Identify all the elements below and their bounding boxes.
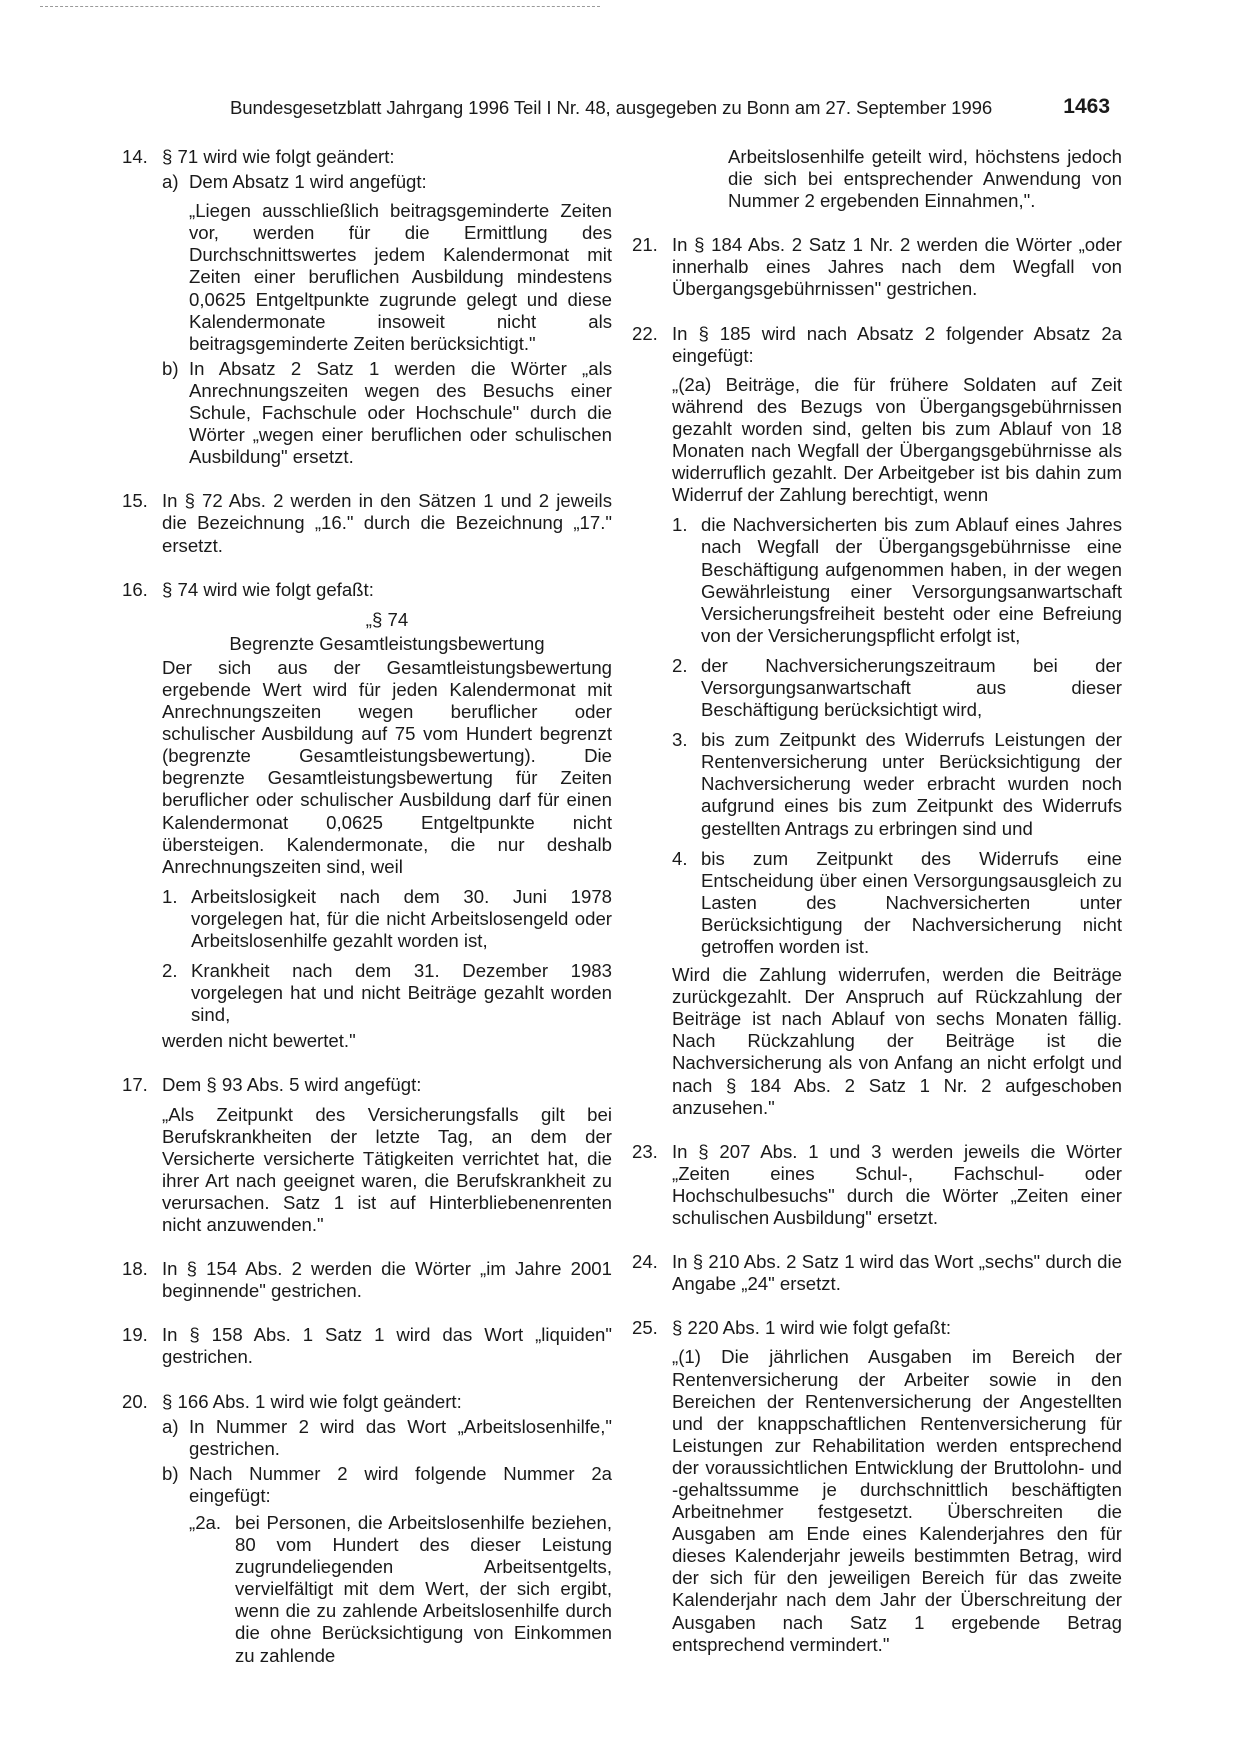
item-number: 17. bbox=[122, 1074, 148, 1096]
subitem-a bbox=[162, 1416, 612, 1460]
list-text: der Nachversicherungszeitraum bei der Versorgungsanwartschaft aus dieser Beschäftigung berücksichtigt wird, bbox=[701, 654, 1122, 721]
list-number: 2. bbox=[672, 654, 688, 676]
item-16 bbox=[122, 579, 612, 1053]
item-18 bbox=[122, 1258, 612, 1302]
item-number: 18. bbox=[122, 1258, 148, 1280]
item-number: 16. bbox=[122, 578, 148, 600]
list-text: bis zum Zeitpunkt des Widerrufs Leistungen der Rentenversicherung unter Berücksichtigung der Nachversicherung weder erbracht wurden noch aufgrund eines bis zum Zeitpunkt des Widerrufs gestellten Antrags zu erbringen sind und bbox=[701, 729, 1122, 839]
item-21 bbox=[632, 234, 1122, 300]
list-item-4 bbox=[672, 848, 1122, 958]
list-text: Krankheit nach dem 31. Dezember 1983 vorgelegen hat und nicht Beiträge gezahlt worden sind, bbox=[191, 960, 612, 1026]
paragraph-body: Der sich aus der Gesamtleistungsbewertung ergebende Wert wird für jeden Kalendermonat mit Anrechnungszeiten wegen beruflicher oder schulischer Ausbildung auf 75 vom Hundert begrenzt (begrenzte Gesamtleistungsbewertung). Die begrenzte Gesamtleistungsbewertung für Zeiten beruflicher oder schulischer Ausbildung darf für einen Kalendermonat 0,0625 Entgeltpunkte nicht übersteigen. Kalendermonate, die nur deshalb Anrechnungszeiten sind, weil bbox=[162, 656, 612, 877]
paragraph-heading: Begrenzte Gesamtleistungsbewertung bbox=[229, 632, 545, 654]
quoted-text: „(2a) Beiträge, die für frühere Soldaten auf Zeit während des Bezugs von Übergangsgebührnissen gezahlt worden sind, gelten bis zum Ablauf von 18 Monaten nach Wegfall der Übergangsgebührnisse als widerruflich gezahlt. Der Arbeitgeber ist bis dahin zum Widerruf der Zahlung berechtigt, wenn bbox=[672, 373, 1122, 506]
list-item-2 bbox=[672, 655, 1122, 721]
subitem-text: In Nummer 2 wird das Wort „Arbeitslosenhilfe," gestrichen. bbox=[189, 1415, 612, 1459]
item-number: 15. bbox=[122, 490, 148, 512]
item-text: In § 207 Abs. 1 und 3 werden jeweils die Wörter „Zeiten eines Schul-, Fachschul- oder Hochschulbesuchs" durch die Wörter „Zeiten einer schulischen Ausbildung" ersetzt. bbox=[672, 1140, 1122, 1229]
item-text: In § 154 Abs. 2 werden die Wörter „im Jahre 2001 beginnende" gestrichen. bbox=[162, 1258, 612, 1302]
item-text: In § 184 Abs. 2 Satz 1 Nr. 2 werden die Wörter „oder innerhalb eines Jahres nach dem Wegfall von Übergangsgebührnissen" gestrichen. bbox=[672, 234, 1122, 300]
item-23 bbox=[632, 1141, 1122, 1229]
subitem-text: In Absatz 2 Satz 1 werden die Wörter „als Anrechnungszeiten wegen des Besuchs einer Schule, Fachschule oder Hochschule" durch die Wörter „wegen einer beruflichen oder schulischen Ausbildung" ersetzt. bbox=[189, 357, 612, 468]
list-text: bei Personen, die Arbeitslosenhilfe beziehen, 80 vom Hundert des dieser Leistung zugrundeliegenden Arbeitsentgelts, vervielfältigt mit dem Wert, der sich ergibt, wenn die zu zahlende Arbeitslosenhilfe durch die ohne Berücksichtigung von Einkommen zu zahlende bbox=[235, 1511, 612, 1666]
list-number: 4. bbox=[672, 847, 688, 869]
item-intro: § 74 wird wie folgt gefaßt: bbox=[162, 578, 374, 600]
list-item-1 bbox=[162, 886, 612, 952]
right-column bbox=[632, 146, 1122, 1656]
subitem-b bbox=[162, 1463, 612, 1667]
item-text: In § 158 Abs. 1 Satz 1 wird das Wort „liquiden" gestrichen. bbox=[162, 1324, 612, 1368]
page-header bbox=[230, 97, 1110, 127]
subitem-letter: b) bbox=[162, 1462, 179, 1484]
list-number: 3. bbox=[672, 729, 688, 751]
item-number: 23. bbox=[632, 1140, 658, 1162]
list-text: bis zum Zeitpunkt des Widerrufs eine Entscheidung über einen Versorgungsausgleich zu Lasten des Nachversicherten unter Berücksichtigung der Nachversicherung nicht getroffen worden ist. bbox=[701, 847, 1122, 957]
closing-text: werden nicht bewertet." bbox=[162, 1030, 356, 1052]
item-intro: § 71 wird wie folgt geändert: bbox=[162, 146, 395, 167]
subitem-b bbox=[162, 358, 612, 468]
item-17 bbox=[122, 1074, 612, 1236]
paragraph-title: „§ 74 bbox=[365, 608, 409, 630]
item-number: 24. bbox=[632, 1251, 658, 1273]
item-intro: In § 185 wird nach Absatz 2 folgender Absatz 2a eingefügt: bbox=[672, 322, 1122, 366]
item-intro: § 220 Abs. 1 wird wie folgt gefaßt: bbox=[672, 1317, 952, 1339]
subitem-text: Nach Nummer 2 wird folgende Nummer 2a eingefügt: bbox=[189, 1462, 612, 1506]
item-19 bbox=[122, 1324, 612, 1368]
list-number: 2. bbox=[162, 960, 178, 982]
quoted-text: „Liegen ausschließlich beitragsgeminderte Zeiten vor, werden für die Ermittlung des Durchschnittswertes jedem Kalendermonat mit Zeiten einer beruflichen Ausbildung mindestens 0,0625 Entgeltpunkte zugrunde gelegt und diese Kalendermonate insoweit nicht als beitragsgeminderte Zeiten berücksichtigt." bbox=[189, 200, 612, 354]
scan-top-line bbox=[40, 6, 600, 7]
quoted-text: „Als Zeitpunkt des Versicherungsfalls gilt bei Berufskrankheiten der letzte Tag, an dem der Versicherte versicherte Tätigkeiten verrichtet hat, die ihrer Art nach geeignet waren, die Berufskrankheit zu verursachen. Satz 1 ist auf Hinterbliebenenrenten nicht anzuwenden." bbox=[162, 1103, 612, 1236]
list-number: „2a. bbox=[189, 1511, 222, 1533]
subitem-text: Dem Absatz 1 wird angefügt: bbox=[189, 171, 427, 193]
subitem-a bbox=[162, 171, 612, 355]
item-24 bbox=[632, 1251, 1122, 1295]
item-number: 22. bbox=[632, 322, 658, 344]
item-intro: § 166 Abs. 1 wird wie folgt geändert: bbox=[162, 1390, 462, 1412]
number-2a bbox=[189, 1512, 612, 1667]
item-number: 25. bbox=[632, 1317, 658, 1339]
item-22 bbox=[632, 323, 1122, 1119]
item-15 bbox=[122, 490, 612, 556]
item-number: 21. bbox=[632, 234, 658, 256]
subitem-letter: a) bbox=[162, 171, 179, 193]
left-column bbox=[122, 146, 612, 1667]
list-item-1 bbox=[672, 514, 1122, 647]
subitem-letter: a) bbox=[162, 1415, 179, 1437]
page-number: 1463 bbox=[1063, 95, 1110, 118]
quoted-text: „(1) Die jährlichen Ausgaben im Bereich der Rentenversicherung der Arbeiter sowie in den Bereichen der Rentenversicherung der Angestellten und der knappschaftlichen Rentenversicherung für Leistungen zur Rehabilitation werden entsprechend der voraussichtlichen Entwicklung der Bruttolohn- und -gehaltssumme je durchschnittlich beschäftigten Arbeitnehmer festgesetzt. Überschreiten die Ausgaben am Ende eines Kalenderjahres den für dieses Kalenderjahr jeweils bestimmten Betrag, wird der sich für den jeweiligen Bereich für das zweite Kalenderjahr nach dem Jahr der Überschreitung der Ausgaben nach Satz 1 ergebende Betrag entsprechend vermindert." bbox=[672, 1346, 1122, 1655]
item-14 bbox=[122, 146, 612, 468]
subitem-letter: b) bbox=[162, 357, 179, 379]
item-intro: Dem § 93 Abs. 5 wird angefügt: bbox=[162, 1074, 422, 1096]
header-text: Bundesgesetzblatt Jahrgang 1996 Teil I Nr. 48, ausgegeben zu Bonn am 27. September 1996 bbox=[230, 97, 993, 118]
item-number: 14. bbox=[122, 146, 148, 167]
list-number: 1. bbox=[162, 885, 178, 907]
item-20 bbox=[122, 1391, 612, 1667]
closing-text: Wird die Zahlung widerrufen, werden die Beiträge zurückgezahlt. Der Anspruch auf Rückzahlung der Beiträge ist nach Ablauf von sechs Monaten fällig. Nach Rückzahlung der Beiträge ist die Nachversicherung als von Anfang an nicht erfolgt und nach § 184 Abs. 2 Satz 1 Nr. 2 aufgeschoben anzusehen." bbox=[672, 964, 1122, 1118]
item-number: 20. bbox=[122, 1390, 148, 1412]
item-25 bbox=[632, 1317, 1122, 1655]
list-item-2 bbox=[162, 960, 612, 1026]
list-number: 1. bbox=[672, 514, 688, 536]
item-number: 19. bbox=[122, 1324, 148, 1346]
list-text: Arbeitslosigkeit nach dem 30. Juni 1978 vorgelegen hat, für die nicht Arbeitslosengeld oder Arbeitslosenhilfe gezahlt worden ist, bbox=[191, 885, 612, 951]
list-item-3 bbox=[672, 729, 1122, 839]
list-text: die Nachversicherten bis zum Ablauf eines Jahres nach Wegfall der Übergangsgebührnisse eine Beschäftigung aufgenommen haben, in der wegen Gewährleistung einer Versorgungsanwartschaft Versicherungsfreiheit besteht oder eine Befreiung von der Versicherungspflicht erfolgt ist, bbox=[701, 514, 1122, 646]
item-text: In § 210 Abs. 2 Satz 1 wird das Wort „sechs" durch die Angabe „24" ersetzt. bbox=[672, 1251, 1122, 1295]
item-text: In § 72 Abs. 2 werden in den Sätzen 1 und 2 jeweils die Bezeichnung „16." durch die Bezeichnung „17." ersetzt. bbox=[162, 490, 612, 556]
continued-text: Arbeitslosenhilfe geteilt wird, höchstens jedoch die sich bei entsprechender Anwendung von Nummer 2 ergebenden Einnahmen,". bbox=[728, 146, 1122, 212]
